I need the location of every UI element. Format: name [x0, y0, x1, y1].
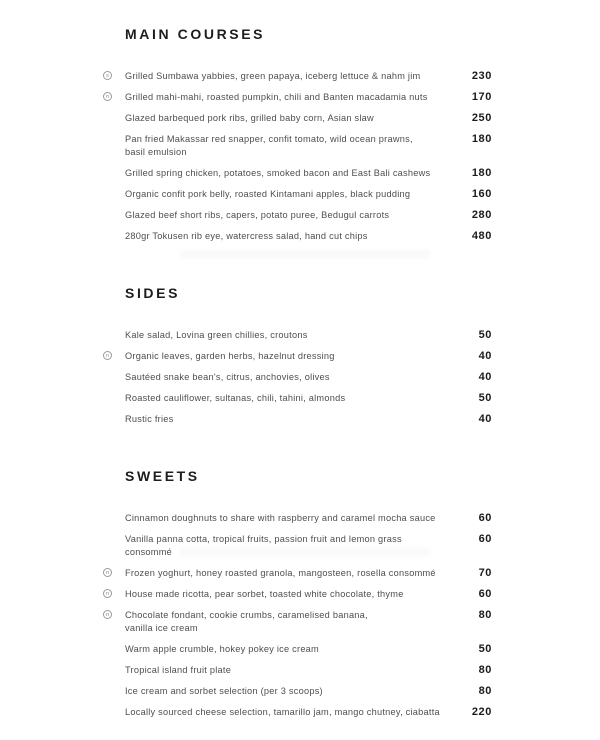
item-price: 50	[478, 329, 492, 341]
item-description: Roasted cauliflower, sultanas, chili, tahini, almonds	[125, 393, 346, 404]
item-price: 280	[471, 209, 492, 221]
dietary-mark-icon: s	[103, 71, 112, 80]
item-price: 180	[471, 133, 492, 145]
item-price: 50	[478, 392, 492, 404]
dietary-mark-icon: n	[103, 92, 112, 101]
item-description	[125, 533, 402, 559]
menu-item	[0, 706, 600, 719]
item-line-1: Pan fried Makassar red snapper, confit tomato, wild ocean prawns,	[125, 134, 413, 145]
dietary-mark-icon: n	[103, 589, 112, 598]
item-price: 40	[478, 371, 492, 383]
item-price: 80	[478, 609, 492, 621]
dietary-mark-icon	[103, 113, 112, 122]
menu-item	[0, 392, 600, 405]
dietary-mark-icon	[103, 168, 112, 177]
menu-item	[0, 112, 600, 125]
menu-item	[0, 329, 600, 342]
item-description: Locally sourced cheese selection, tamarillo jam, mango chutney, ciabatta	[125, 707, 440, 718]
dietary-mark-icon: n	[103, 610, 112, 619]
dietary-mark-icon	[103, 210, 112, 219]
item-description: Kale salad, Lovina green chillies, croutons	[125, 330, 308, 341]
item-description: Sautéed snake bean's, citrus, anchovies, olives	[125, 372, 330, 383]
section-sides	[0, 285, 600, 426]
item-line-2: vanilla ice cream	[125, 623, 198, 634]
menu-item	[0, 350, 600, 363]
item-description	[125, 133, 413, 159]
item-price: 170	[471, 91, 492, 103]
item-description: Cinnamon doughnuts to share with raspberry and caramel mocha sauce	[125, 513, 436, 524]
menu-item	[0, 567, 600, 580]
item-line-2: consommé	[125, 547, 173, 558]
dietary-mark-icon	[103, 686, 112, 695]
dietary-mark-icon	[103, 534, 112, 543]
menu-item	[0, 413, 600, 426]
menu-item	[0, 512, 600, 525]
item-description: Glazed beef short ribs, capers, potato puree, Bedugul carrots	[125, 210, 390, 221]
dietary-mark-icon	[103, 644, 112, 653]
section-sweets	[0, 468, 600, 719]
item-price: 40	[478, 350, 492, 362]
item-price: 50	[478, 643, 492, 655]
item-price: 160	[471, 188, 492, 200]
item-description: Grilled Sumbawa yabbies, green papaya, iceberg lettuce & nahm jim	[125, 71, 421, 82]
dietary-mark-icon	[103, 134, 112, 143]
item-description: House made ricotta, pear sorbet, toasted white chocolate, thyme	[125, 589, 404, 600]
item-line-2: basil emulsion	[125, 147, 187, 158]
menu-item	[0, 70, 600, 83]
dietary-mark-icon	[103, 330, 112, 339]
item-price: 70	[478, 567, 492, 579]
menu-item	[0, 188, 600, 201]
menu-item	[0, 371, 600, 384]
item-description: Grilled spring chicken, potatoes, smoked bacon and East Bali cashews	[125, 168, 431, 179]
item-description: Grilled mahi-mahi, roasted pumpkin, chili and Banten macadamia nuts	[125, 92, 428, 103]
item-line-1: Vanilla panna cotta, tropical fruits, passion fruit and lemon grass	[125, 534, 402, 545]
menu-item	[0, 609, 600, 635]
dietary-mark-icon: n	[103, 568, 112, 577]
item-description: Glazed barbequed pork ribs, grilled baby corn, Asian slaw	[125, 113, 374, 124]
menu-item	[0, 133, 600, 159]
item-price: 60	[478, 533, 492, 545]
dietary-mark-icon	[103, 414, 112, 423]
item-price: 250	[471, 112, 492, 124]
dietary-mark-icon: n	[103, 351, 112, 360]
section-title: SWEETS	[125, 468, 200, 484]
dietary-mark-icon	[103, 372, 112, 381]
menu-item	[0, 230, 600, 243]
item-description: 280gr Tokusen rib eye, watercress salad, hand cut chips	[125, 231, 368, 242]
section-title: MAIN COURSES	[125, 26, 266, 42]
item-price: 480	[471, 230, 492, 242]
menu-item	[0, 685, 600, 698]
menu-item	[0, 167, 600, 180]
menu-item	[0, 91, 600, 104]
menu-item	[0, 664, 600, 677]
item-line-1: Chocolate fondant, cookie crumbs, caramelised banana,	[125, 610, 368, 621]
section-title: SIDES	[125, 285, 181, 301]
item-description: Organic confit pork belly, roasted Kintamani apples, black pudding	[125, 189, 411, 200]
item-price: 230	[471, 70, 492, 82]
item-description: Warm apple crumble, hokey pokey ice cream	[125, 644, 319, 655]
section-main-courses	[0, 26, 600, 243]
item-description: Tropical island fruit plate	[125, 665, 232, 676]
item-price: 220	[471, 706, 492, 718]
menu-item	[0, 533, 600, 559]
item-price: 60	[478, 512, 492, 524]
item-description: Organic leaves, garden herbs, hazelnut dressing	[125, 351, 335, 362]
dietary-mark-icon	[103, 393, 112, 402]
item-description	[125, 609, 368, 635]
dietary-mark-icon	[103, 231, 112, 240]
dietary-mark-icon	[103, 707, 112, 716]
item-price: 80	[478, 664, 492, 676]
item-description: Rustic fries	[125, 414, 174, 425]
item-price: 60	[478, 588, 492, 600]
item-price: 40	[478, 413, 492, 425]
menu-item	[0, 209, 600, 222]
dietary-mark-icon	[103, 513, 112, 522]
item-price: 180	[471, 167, 492, 179]
watermark-smudge	[180, 250, 430, 258]
dietary-mark-icon	[103, 189, 112, 198]
item-price: 80	[478, 685, 492, 697]
dietary-mark-icon	[103, 665, 112, 674]
menu-item	[0, 588, 600, 601]
item-description: Ice cream and sorbet selection (per 3 scoops)	[125, 686, 323, 697]
menu-item	[0, 643, 600, 656]
item-description: Frozen yoghurt, honey roasted granola, mangosteen, rosella consommé	[125, 568, 436, 579]
